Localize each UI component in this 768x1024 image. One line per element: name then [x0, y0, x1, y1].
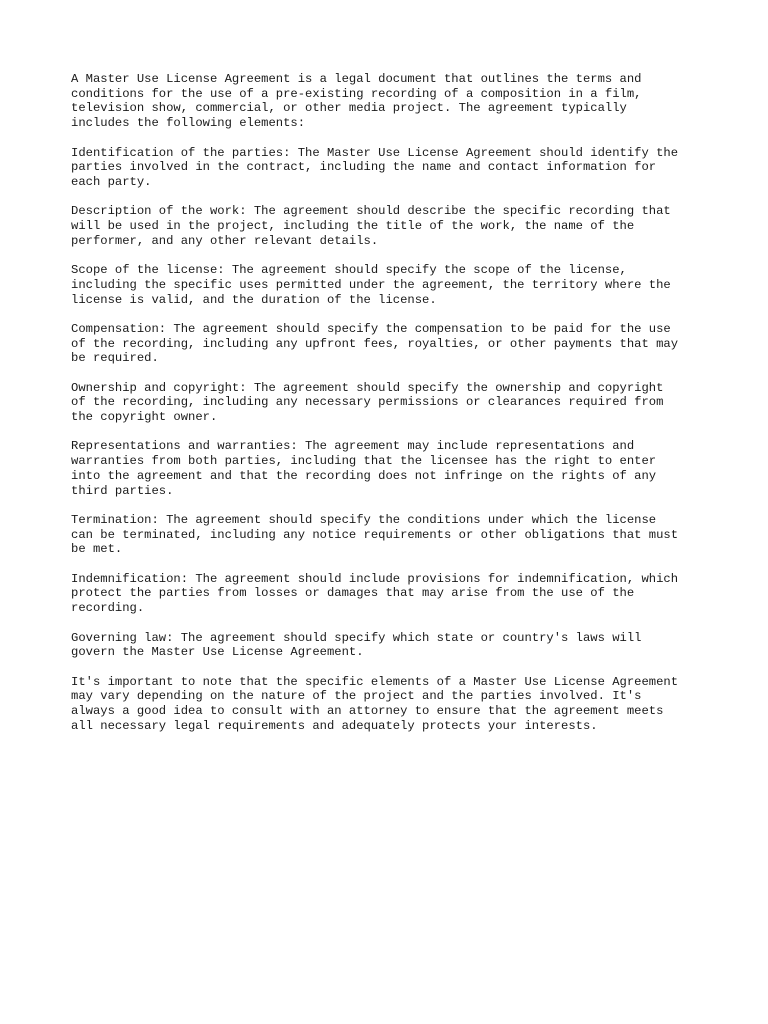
- indemnification-paragraph: Indemnification: The agreement should include provisions for indemnification, which protect the parties from losses or damages that may arise from the use of the recording.: [71, 571, 679, 616]
- document-body: [71, 72, 711, 748]
- intro-paragraph: A Master Use License Agreement is a legal document that outlines the terms and conditions for the use of a pre-existing recording of a composition in a film, television show, commercial, or other media project. The agreement typically includes the following elements:: [71, 72, 642, 131]
- representations-paragraph: Representations and warranties: The agreement may include representations and warranties from both parties, including that the licensee has the right to enter into the agreement and that the recording does not infringe on the rights of any third parties.: [71, 439, 657, 498]
- ownership-paragraph: Ownership and copyright: The agreement should specify the ownership and copyright of the recording, including any necessary permissions or clearances required from the copyright owner.: [71, 380, 664, 425]
- closing-paragraph: It's important to note that the specific elements of a Master Use License Agreement may vary depending on the nature of the project and the parties involved. It's always a good idea to consult with an attorney to ensure that the agreement meets all necessary legal requirements and adequately protects your interests.: [71, 674, 679, 733]
- compensation-paragraph: Compensation: The agreement should specify the compensation to be paid for the use of the recording, including any upfront fees, royalties, or other payments that may be required.: [71, 321, 679, 366]
- identification-paragraph: Identification of the parties: The Master Use License Agreement should identify the parties involved in the contract, including the name and contact information for each party.: [71, 145, 679, 189]
- description-paragraph: Description of the work: The agreement should describe the specific recording that will be used in the project, including the title of the work, the name of the performer, and any other relevant details.: [71, 204, 671, 248]
- scope-paragraph: Scope of the license: The agreement should specify the scope of the license, including the specific uses permitted under the agreement, the territory where the license is valid, and the duration of the license.: [71, 263, 671, 307]
- governing-law-paragraph: Governing law: The agreement should specify which state or country's laws will govern the Master Use License Agreement.: [71, 630, 642, 660]
- termination-paragraph: Termination: The agreement should specify the conditions under which the license can be terminated, including any notice requirements or other obligations that must be met.: [71, 512, 679, 557]
